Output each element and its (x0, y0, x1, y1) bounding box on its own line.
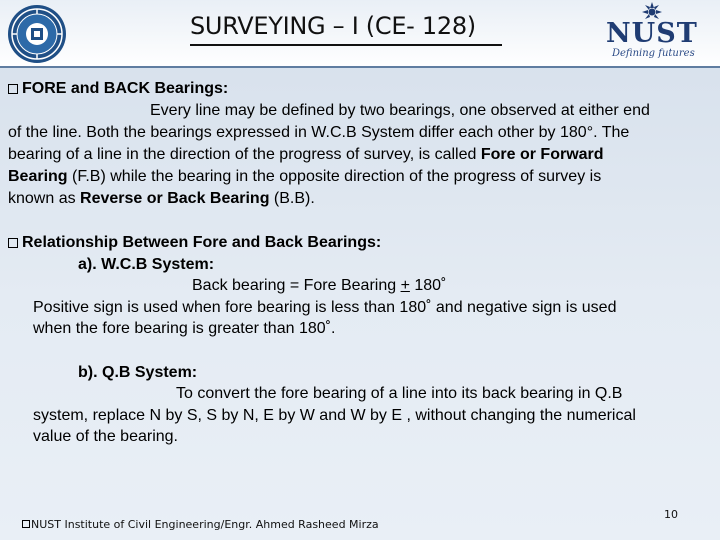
checkbox-bullet-icon (8, 238, 18, 248)
subheading-qb: b). Q.B System: (78, 364, 198, 381)
page-number: 10 (664, 508, 678, 521)
title-underline (190, 44, 502, 46)
nust-wordmark: NUST (606, 18, 698, 49)
term-fore-bearing: Fore or Forward (480, 146, 604, 163)
paragraph-line: system, replace N by S, S by N, E by W and W by E , without changing the numerical (33, 407, 636, 424)
subheading-wcb: a). W.C.B System: (78, 256, 215, 273)
paragraph-line: of the line. Both the bearings expressed in W.C.B System differ each other by 180°. The (8, 124, 630, 141)
section-heading-fore-back: FORE and BACK Bearings: (8, 78, 228, 100)
nust-tagline: Defining futures (612, 48, 695, 59)
term-back-bearing: Reverse or Back Bearing (80, 190, 270, 207)
university-seal-icon (6, 3, 68, 65)
nust-logo (604, 2, 714, 64)
header-divider (0, 66, 720, 68)
paragraph-line: known as Reverse or Back Bearing (B.B). (8, 190, 315, 207)
paragraph-line: Positive sign is used when fore bearing is less than 180˚ and negative sign is used (33, 299, 617, 316)
paragraph-line: when the fore bearing is greater than 180˚. (33, 320, 336, 337)
paragraph-line: To convert the fore bearing of a line into its back bearing in Q.B (176, 385, 623, 402)
paragraph-line: Bearing (F.B) while the bearing in the opposite direction of the progress of survey is (8, 168, 602, 185)
paragraph-line: Every line may be defined by two bearings, one observed at either end (150, 102, 650, 119)
paragraph-line: value of the bearing. (33, 428, 178, 445)
section-heading-relationship: Relationship Between Fore and Back Bearings: (8, 232, 381, 254)
plus-minus-sign: + (400, 277, 410, 294)
formula: Back bearing = Fore Bearing + 180˚ (192, 277, 447, 294)
paragraph-line: bearing of a line in the direction of the progress of survey, is called Fore or Forward (8, 146, 604, 163)
footer-credit: NUST Institute of Civil Engineering/Engr. Ahmed Rasheed Mirza (22, 518, 379, 531)
page-title: SURVEYING – I (CE- 128) (190, 12, 476, 40)
header (0, 0, 720, 68)
term-bearing: Bearing (8, 168, 68, 185)
checkbox-bullet-icon (8, 84, 18, 94)
checkbox-bullet-icon (22, 520, 30, 528)
